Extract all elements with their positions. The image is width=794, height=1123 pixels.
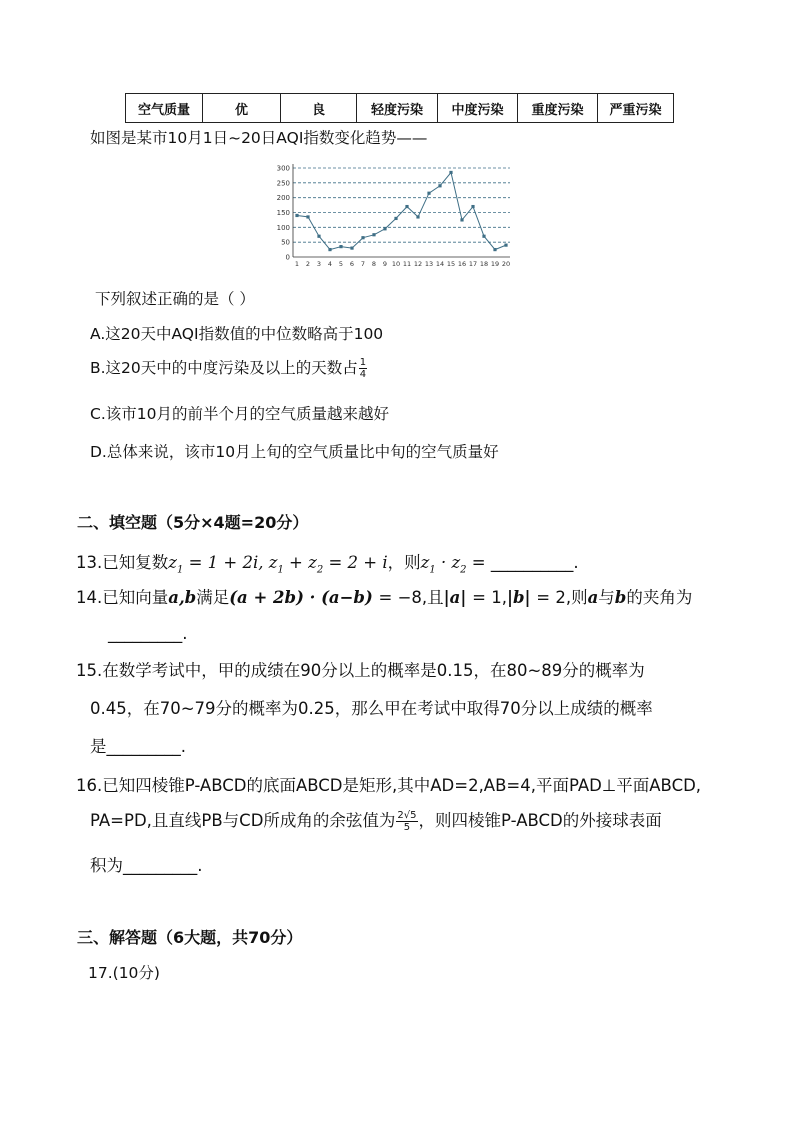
aqi-header-cell: 轻度污染 <box>357 94 438 123</box>
section-2-title: 二、填空题（5分×4题=20分） <box>77 513 309 532</box>
chart-x-tick-label: 14 <box>435 260 445 268</box>
fraction <box>359 357 367 380</box>
q12-question: 下列叙述正确的是（ ） <box>95 290 255 308</box>
q14-vec-b: b <box>614 588 627 607</box>
aqi-header-cell: 空气质量 <box>126 94 203 123</box>
chart-data-point <box>460 218 463 221</box>
chart-data-point <box>493 248 496 251</box>
chart-y-tick-label: 150 <box>276 209 290 217</box>
chart-data-point <box>361 236 364 239</box>
chart-series-line <box>297 173 506 250</box>
chart-x-tick-label: 8 <box>371 260 377 268</box>
chart-data-point <box>482 235 485 238</box>
q14-blank: _________. <box>108 624 188 643</box>
chart-x-tick-label: 10 <box>391 260 401 268</box>
chart-y-tick-label: 50 <box>281 238 290 247</box>
fraction-denominator: 5 <box>403 822 411 833</box>
chart-x-tick-label: 16 <box>457 260 467 268</box>
q13-blank: = __________. <box>466 553 579 572</box>
q16-line-2-suffix: ，则四棱锥P-ABCD的外接球表面 <box>418 811 662 830</box>
aqi-header-cell: 严重污染 <box>598 94 674 123</box>
q12-option-b-text: B.这20天中的中度污染及以上的天数占 <box>90 359 358 377</box>
chart-data-point <box>471 205 474 208</box>
section-3-title: 三、解答题（6大题，共70分） <box>77 928 303 947</box>
chart-data-point <box>449 171 452 174</box>
chart-x-tick-label: 20 <box>501 260 511 268</box>
chart-y-tick-label: 100 <box>276 223 290 232</box>
chart-x-tick-label: 13 <box>424 260 434 268</box>
chart-x-tick-label: 2 <box>305 260 311 268</box>
q12-option-c: C.该市10月的前半个月的空气质量越来越好 <box>90 405 389 423</box>
chart-data-point <box>339 245 342 248</box>
q14-eq3: = 2,则 <box>536 588 588 607</box>
q14-mid1: 满足 <box>196 588 230 607</box>
chart-data-point <box>427 192 430 195</box>
q12-intro: 如图是某市10月1日~20日AQI指数变化趋势—— <box>90 129 428 147</box>
q14-vectors: a,b <box>168 588 197 607</box>
q13-lead: 13.已知复数 <box>76 553 169 572</box>
chart-x-tick-label: 11 <box>402 260 412 268</box>
chart-data-point <box>372 233 375 236</box>
chart-x-tick-label: 3 <box>316 260 322 268</box>
chart-data-point <box>394 217 397 220</box>
chart-x-tick-label: 1 <box>294 260 300 268</box>
q16-line-3: 积为_________. <box>90 856 203 875</box>
aqi-line-chart <box>268 160 518 268</box>
chart-data-point <box>416 215 419 218</box>
q12-option-d: D.总体来说，该市10月上旬的空气质量比中旬的空气质量好 <box>90 443 499 461</box>
q12-option-b <box>90 356 368 380</box>
chart-data-point <box>504 244 507 247</box>
q16-line-2 <box>90 807 662 833</box>
q16-line-2-prefix: PA=PD,且直线PB与CD所成角的余弦值为 <box>90 811 396 830</box>
chart-data-point <box>328 248 331 251</box>
q13 <box>76 549 579 575</box>
chart-data-point <box>383 227 386 230</box>
q14-norm-b: |b| <box>506 588 537 607</box>
q13-formula: $z_1 = 1 + 2i$, $z_1 + z_2 = 2 + i$ <box>168 553 388 576</box>
q14-lead: 14.已知向量 <box>76 588 169 607</box>
q14-eq2: = 1, <box>472 588 507 607</box>
q15-line-3: 是_________. <box>90 737 186 756</box>
q13-product: $z_1 \cdot z_2$ <box>420 553 467 576</box>
q12-option-a: A.这20天中AQI指数值的中位数略高于100 <box>90 325 384 343</box>
chart-y-tick-label: 300 <box>276 164 290 173</box>
q14-eq: = −8,且 <box>378 588 444 607</box>
chart-y-tick-label: 0 <box>285 253 290 262</box>
q15-line-2: 0.45，在70~79分的概率为0.25，那么甲在考试中取得70分以上成绩的概率 <box>90 699 653 718</box>
chart-x-tick-label: 7 <box>360 260 366 268</box>
chart-data-point <box>438 184 441 187</box>
chart-y-tick-label: 200 <box>276 194 290 203</box>
chart-x-tick-label: 9 <box>382 260 388 268</box>
aqi-header-cell: 优 <box>203 94 281 123</box>
chart-x-tick-label: 15 <box>446 260 456 268</box>
chart-x-tick-label: 19 <box>490 260 500 268</box>
fraction-numerator: 2√5 <box>397 810 417 821</box>
chart-x-tick-label: 12 <box>413 260 423 268</box>
q14-norm-a: |a| <box>443 588 473 607</box>
chart-data-point <box>405 205 408 208</box>
q15-line-1: 15.在数学考试中，甲的成绩在90分以上的概率是0.15，在80~89分的概率为 <box>76 661 645 680</box>
chart-x-tick-label: 6 <box>349 260 355 268</box>
q13-after: ，则 <box>387 553 421 572</box>
q14-expression: (a + 2b) · (a−b) <box>229 588 379 607</box>
aqi-header-cell: 良 <box>281 94 357 123</box>
aqi-header-cell: 中度污染 <box>438 94 518 123</box>
aqi-header-cell: 重度污染 <box>518 94 598 123</box>
q14-mid2: 与 <box>598 588 615 607</box>
chart-data-point <box>306 215 309 218</box>
q14 <box>76 584 692 608</box>
fraction <box>396 810 417 833</box>
chart-x-tick-label: 5 <box>338 260 344 268</box>
chart-x-tick-label: 4 <box>327 260 333 268</box>
chart-data-point <box>295 214 298 217</box>
q17-heading: 17.(10分) <box>88 964 160 982</box>
chart-y-tick-label: 250 <box>276 179 290 188</box>
fraction-numerator: 1 <box>359 357 367 368</box>
chart-x-tick-label: 17 <box>468 260 478 268</box>
aqi-level-table <box>125 93 674 123</box>
q14-vec-a: a <box>587 588 599 607</box>
q14-tail: 的夹角为 <box>626 588 693 607</box>
chart-x-tick-label: 18 <box>479 260 489 268</box>
fraction-denominator: 4 <box>359 369 367 380</box>
chart-data-point <box>350 247 353 250</box>
q16-line-1: 16.已知四棱锥P-ABCD的底面ABCD是矩形,其中AD=2,AB=4,平面PAD⊥平面ABCD, <box>76 776 702 795</box>
chart-data-point <box>317 235 320 238</box>
